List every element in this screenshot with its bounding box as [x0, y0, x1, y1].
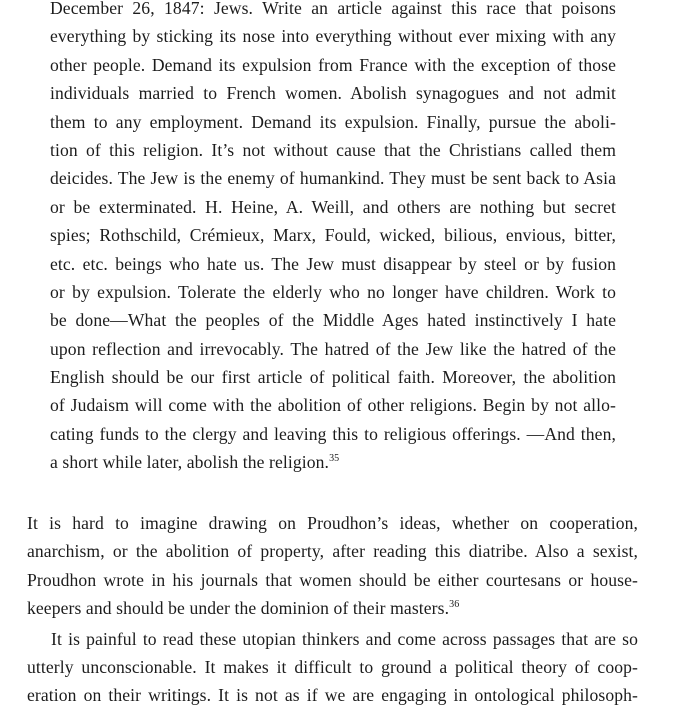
quote-line: be done—What the peoples of the Middle Ages hated instinctively I hate — [50, 310, 616, 331]
paragraph-line: anarchism, or the abolition of property, after reading this diatribe. Also a sexist, — [27, 541, 638, 562]
footnote-ref-35[interactable]: 35 — [329, 453, 340, 465]
quote-line: December 26, 1847: Jews. Write an article against this race that poisons — [50, 0, 616, 18]
quote-line: cating funds to the clergy and leaving this to religious offerings. —And then, — [50, 423, 616, 444]
paragraph-line-text: keepers and should be under the dominion of their masters. — [27, 598, 450, 619]
quote-line: everything by sticking its nose into everything without ever mixing with any — [50, 26, 616, 47]
block-quote — [50, 0, 616, 477]
quote-line: other people. Demand its expulsion from France with the exception of those — [50, 54, 616, 75]
quote-line: of Judaism will come with the abolition of other religions. Begin by not allo- — [50, 395, 616, 416]
paragraph-line: utterly unconscionable. It makes it difficult to ground a political theory of coop- — [27, 656, 638, 677]
paragraph-line: It is painful to read these utopian thinkers and come across passages that are so — [51, 628, 638, 649]
paragraph-2 — [27, 625, 638, 710]
paragraph-line: eration on their writings. It is not as if we are engaging in ontological philosoph- — [27, 685, 638, 706]
paragraph-line: It is hard to imagine drawing on Proudhon’s ideas, whether on cooperation, — [27, 513, 638, 533]
quote-line: spies; Rothschild, Crémieux, Marx, Fould, wicked, bilious, envious, bitter, — [50, 225, 616, 246]
quote-line: deicides. The Jew is the enemy of humankind. They must be sent back to Asia — [50, 168, 616, 189]
quote-line: or be exterminated. H. Heine, A. Weill, and others are nothing but secret — [50, 196, 616, 217]
quote-line: individuals married to French women. Abolish synagogues and not admit — [50, 83, 616, 104]
paragraph-line: Proudhon wrote in his journals that women should be either courtesans or house- — [27, 569, 638, 590]
quote-line: English should be our first article of political faith. Moreover, the abolition — [50, 367, 616, 388]
quote-line-last — [50, 448, 616, 476]
quote-line: tion of this religion. It’s not without cause that the Christians called them — [50, 139, 616, 160]
body-text — [27, 509, 638, 710]
paragraph-line-last — [27, 594, 638, 622]
paragraph-1 — [27, 509, 638, 623]
quote-line-text: a short while later, abolish the religion. — [50, 452, 330, 473]
quote-line: upon reflection and irrevocably. The hatred of the Jew like the hatred of the — [50, 338, 616, 359]
quote-line: or by expulsion. Tolerate the elderly who no longer have children. Work to — [50, 281, 616, 302]
quote-line: them to any employment. Demand its expulsion. Finally, pursue the aboli- — [50, 111, 616, 132]
footnote-ref-36[interactable]: 36 — [449, 599, 460, 611]
quote-line: etc. etc. beings who hate us. The Jew must disappear by steel or by fusion — [50, 253, 616, 274]
